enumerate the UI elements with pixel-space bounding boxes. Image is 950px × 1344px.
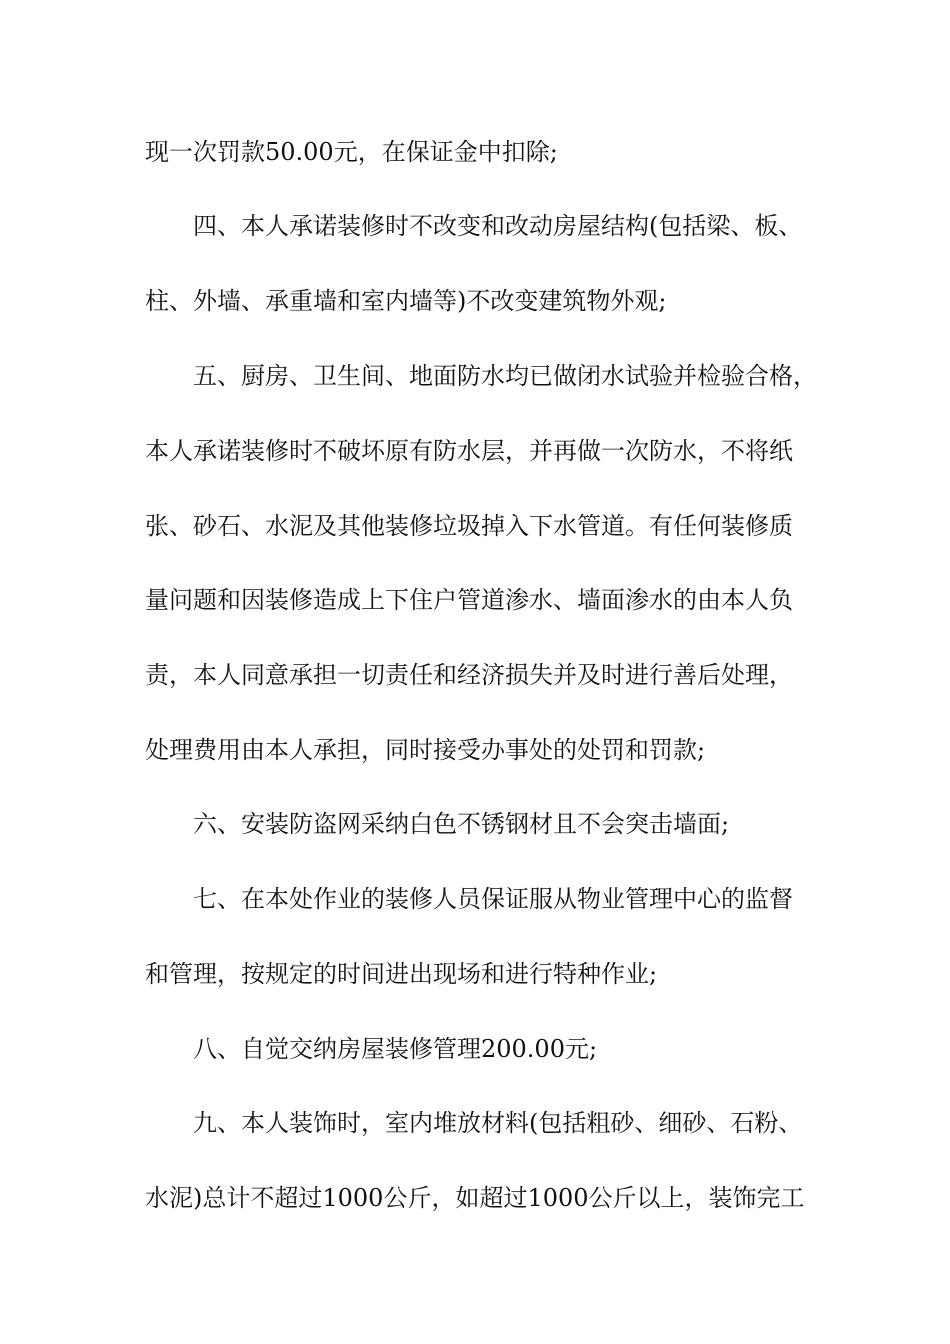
clause-5-line-3: 张、砂石、水泥及其他装修垃圾掉入下水管道。有任何装修质	[145, 512, 793, 540]
clause-9-line-1: 九、本人装饰时，室内堆放材料(包括粗砂、细砂、石粉、	[193, 1109, 803, 1137]
clause-5-line-1: 五、厨房、卫生间、地面防水均已做闭水试验并检验合格，	[193, 362, 817, 390]
clause-5-line-6: 处理费用由本人承担，同时接受办事处的处罚和罚款;	[145, 736, 706, 764]
clause-7-line-2: 和管理，按规定的时间进出现场和进行特种作业;	[145, 960, 658, 988]
clause-4-line-2: 柱、外墙、承重墙和室内墙等)不改变建筑物外观;	[145, 287, 667, 315]
clause-9-line-2: 水泥)总计不超过1000公斤，如超过1000公斤以上，装饰完工	[145, 1184, 805, 1212]
clause-5-line-2: 本人承诺装修时不破坏原有防水层，并再做一次防水，不将纸	[145, 437, 793, 465]
clause-5-line-5: 责，本人同意承担一切责任和经济损失并及时进行善后处理，	[145, 661, 793, 689]
clause-7-line-1: 七、在本处作业的装修人员保证服从物业管理中心的监督	[193, 885, 793, 913]
clause-4-line-1: 四、本人承诺装修时不改变和改动房屋结构(包括梁、板、	[193, 212, 803, 240]
text-line-1: 现一次罚款50.00元，在保证金中扣除;	[145, 138, 558, 166]
clause-8-line-1: 八、自觉交纳房屋装修管理200.00元;	[193, 1035, 598, 1063]
clause-5-line-4: 量问题和因装修造成上下住户管道渗水、墙面渗水的由本人负	[145, 586, 793, 614]
clause-6-line-1: 六、安装防盗网采纳白色不锈钢材且不会突击墙面;	[193, 810, 730, 838]
